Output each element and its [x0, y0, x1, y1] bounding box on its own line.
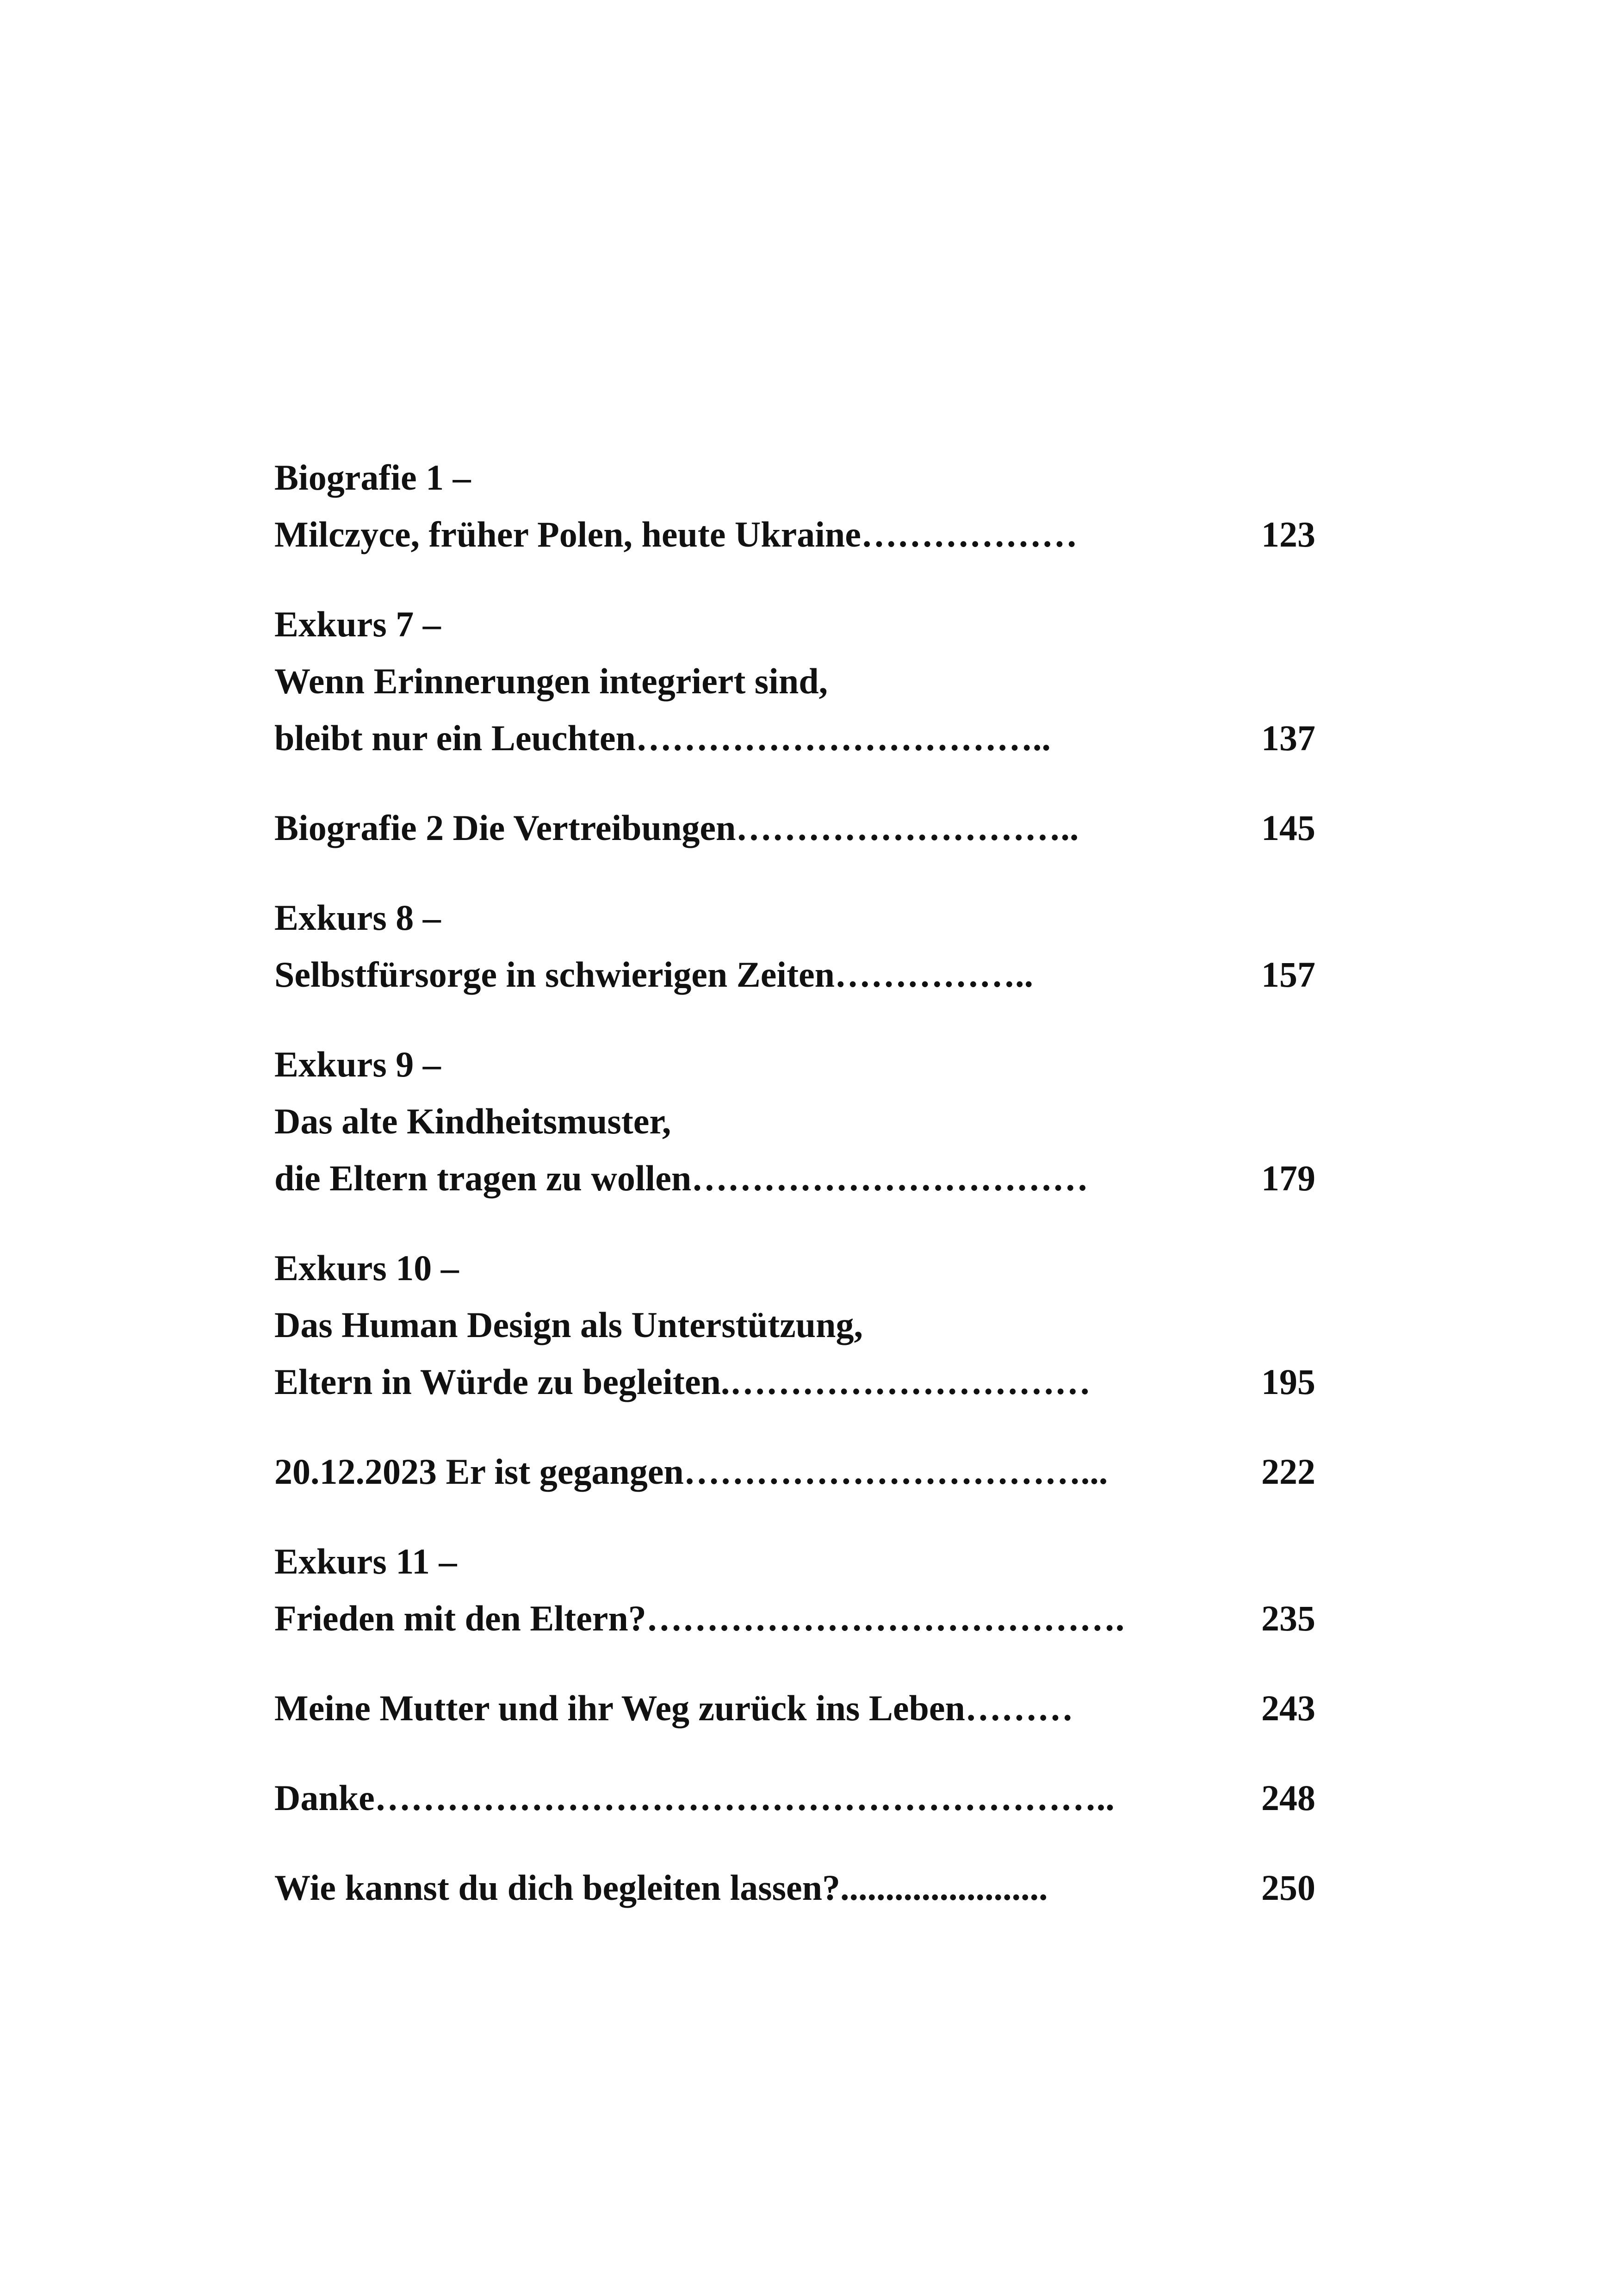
toc-entry-er-ist-gegangen — [274, 1443, 1315, 1500]
toc-entry-exkurs-11 — [274, 1533, 1315, 1647]
toc-line — [274, 709, 1315, 766]
toc-entry-title: Exkurs 9 – — [274, 1044, 441, 1084]
toc-line — [274, 1036, 1315, 1093]
toc-entry-title: Danke…………………………………………………….. — [274, 1778, 1115, 1818]
toc-page-number: 248 — [1261, 1778, 1315, 1818]
toc-entry-title: bleibt nur ein Leuchten…………………………….. — [274, 718, 1051, 758]
toc-entry-meine-mutter — [274, 1680, 1315, 1736]
toc-line — [274, 1533, 1315, 1590]
toc-page-number: 145 — [1261, 808, 1315, 848]
toc-entry-begleiten-lassen — [274, 1859, 1315, 1916]
toc-entry-title: Exkurs 7 – — [274, 604, 441, 644]
toc-line — [274, 1859, 1315, 1916]
toc-line — [274, 1443, 1315, 1500]
toc-line — [274, 1680, 1315, 1736]
toc-page-number: 179 — [1261, 1158, 1315, 1198]
toc-entry-title: Wenn Erinnerungen integriert sind, — [274, 661, 828, 701]
table-of-contents — [274, 449, 1315, 1949]
toc-page-number: 222 — [1261, 1451, 1315, 1492]
toc-entry-title: Biografie 2 Die Vertreibungen……………………….. — [274, 808, 1079, 848]
toc-line — [274, 1769, 1315, 1826]
toc-entry-title: Eltern in Würde zu begleiten.………………………… — [274, 1362, 1091, 1402]
toc-entry-title: Selbstfürsorge in schwierigen Zeiten…………….. — [274, 954, 1034, 995]
toc-entry-biografie-2 — [274, 799, 1315, 856]
toc-line — [274, 1150, 1315, 1207]
toc-entry-title: Frieden mit den Eltern?…………………………………. — [274, 1598, 1125, 1638]
toc-entry-title: Biografie 1 – — [274, 457, 471, 498]
toc-page-number: 250 — [1261, 1867, 1315, 1908]
toc-page-number: 195 — [1261, 1362, 1315, 1402]
toc-entry-title: Exkurs 10 – — [274, 1248, 459, 1288]
toc-line — [274, 653, 1315, 709]
toc-line — [274, 1093, 1315, 1150]
toc-entry-exkurs-10 — [274, 1239, 1315, 1410]
toc-line — [274, 946, 1315, 1003]
toc-line — [274, 596, 1315, 653]
toc-entry-exkurs-7 — [274, 596, 1315, 766]
toc-line — [274, 506, 1315, 563]
toc-entry-title: Milczyce, früher Polen, heute Ukraine……………… — [274, 514, 1078, 554]
toc-page-number: 137 — [1261, 718, 1315, 758]
toc-entry-title: Meine Mutter und ihr Weg zurück ins Leben……… — [274, 1688, 1073, 1728]
toc-page-number: 123 — [1261, 514, 1315, 554]
toc-page-number: 157 — [1261, 954, 1315, 995]
toc-line — [274, 1239, 1315, 1296]
toc-entry-title: 20.12.2023 Er ist gegangen……………………………... — [274, 1451, 1108, 1492]
toc-entry-title: Exkurs 11 – — [274, 1541, 457, 1581]
toc-line — [274, 1296, 1315, 1353]
toc-entry-title: Exkurs 8 – — [274, 897, 441, 938]
toc-entry-danke — [274, 1769, 1315, 1826]
toc-line — [274, 1590, 1315, 1647]
toc-entry-biografie-1 — [274, 449, 1315, 563]
toc-entry-title: Das Human Design als Unterstützung, — [274, 1305, 863, 1345]
toc-entry-exkurs-8 — [274, 889, 1315, 1003]
toc-entry-title: Das alte Kindheitsmuster, — [274, 1101, 671, 1141]
toc-line — [274, 449, 1315, 506]
toc-entry-title: Wie kannst du dich begleiten lassen?....................... — [274, 1867, 1048, 1908]
toc-page-number: 243 — [1261, 1688, 1315, 1728]
toc-line — [274, 1353, 1315, 1410]
toc-entry-exkurs-9 — [274, 1036, 1315, 1207]
toc-line — [274, 799, 1315, 856]
toc-page-number: 235 — [1261, 1598, 1315, 1638]
toc-line — [274, 889, 1315, 946]
toc-entry-title: die Eltern tragen zu wollen…………………………… — [274, 1158, 1089, 1198]
